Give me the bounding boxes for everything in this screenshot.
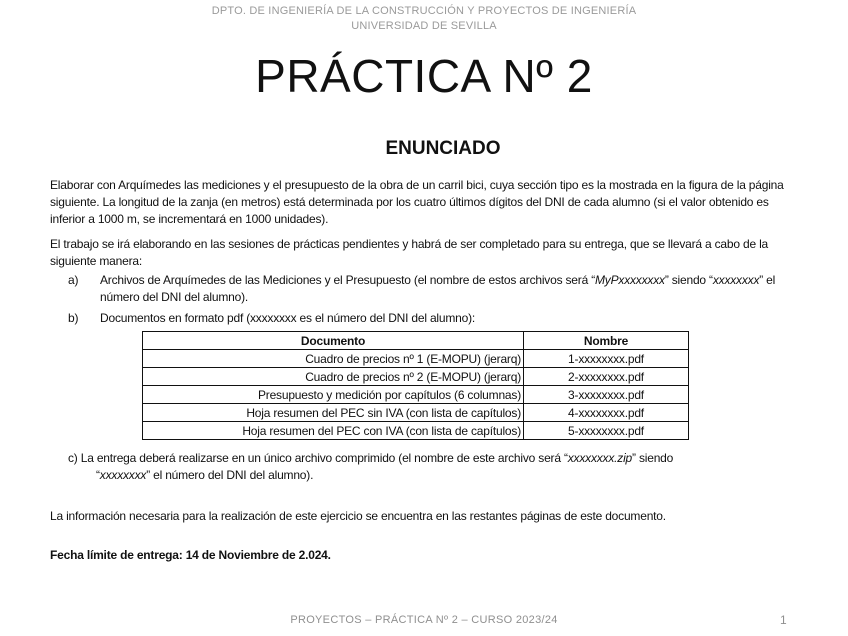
text-fragment: ” siendo “ — [664, 273, 713, 287]
filename-cell: 2-xxxxxxxx.pdf — [524, 368, 689, 386]
list-marker: b) — [68, 311, 79, 325]
table-header-row — [143, 332, 689, 350]
list-marker: a) — [68, 273, 79, 287]
document-cell: Cuadro de precios nº 2 (E-MOPU) (jerarq) — [143, 368, 524, 386]
page-number: 1 — [780, 613, 787, 627]
list-item-text — [100, 272, 800, 306]
delivery-paragraph: El trabajo se irá elaborando en las sesiones de prácticas pendientes y habrá de ser completado para su entrega, que se llevará a cabo de la siguiente manera: — [50, 237, 769, 268]
list-item-text: Documentos en formato pdf (xxxxxxxx es el número del DNI del alumno): — [100, 311, 476, 325]
zip-filename-pattern: xxxxxxxx.zip — [567, 451, 633, 465]
header-university: UNIVERSIDAD DE SEVILLA — [351, 20, 497, 32]
page-title: PRÁCTICA Nº 2 — [255, 50, 593, 102]
text-fragment: “ — [96, 468, 100, 482]
list-item-continuation — [68, 467, 768, 484]
text-fragment: ” siendo — [632, 451, 674, 465]
filename-cell: 4-xxxxxxxx.pdf — [524, 404, 689, 422]
section-heading: ENUNCIADO — [385, 138, 501, 159]
list-marker: c) — [68, 451, 78, 465]
intro-paragraph: Elaborar con Arquímedes las mediciones y el presupuesto de la obra de un carril bici, cuya sección tipo es la mostrada en la figura de la página siguiente. La longitud de la zanja (en metros) está determinada por los cuatro últimos dígitos del DNI de cada alumno (si el valor obtenido es inferior a 1000 m, se incrementará en 1000 unidades). — [50, 178, 784, 226]
filename-pattern: MyPxxxxxxxx — [595, 273, 665, 287]
text-fragment: La entrega deberá realizarse en un único archivo comprimido (el nombre de este archivo será “ — [80, 451, 568, 465]
table-row — [143, 404, 689, 422]
table-row — [143, 350, 689, 368]
dni-placeholder: xxxxxxxx — [99, 468, 147, 482]
table-row — [143, 422, 689, 440]
text-fragment: ” el número del DNI del alumno). — [146, 468, 314, 482]
table-row — [143, 368, 689, 386]
deadline-text: Fecha límite de entrega: 14 de Noviembre de 2.024. — [50, 548, 331, 562]
text-fragment: ” el número del DNI del alumno). — [100, 273, 776, 304]
document-cell: Presupuesto y medición por capítulos (6 columnas) — [143, 386, 524, 404]
list-item-c — [68, 450, 768, 484]
filename-cell: 3-xxxxxxxx.pdf — [524, 386, 689, 404]
documents-table — [142, 331, 689, 440]
text-fragment: Archivos de Arquímedes de las Mediciones y el Presupuesto (el nombre de estos archivos será “ — [100, 273, 595, 287]
document-cell: Hoja resumen del PEC con IVA (con lista de capítulos) — [143, 422, 524, 440]
dni-placeholder: xxxxxxxx — [712, 273, 760, 287]
column-header-document: Documento — [143, 332, 524, 350]
table-row — [143, 386, 689, 404]
filename-cell: 1-xxxxxxxx.pdf — [524, 350, 689, 368]
header-department: DPTO. DE INGENIERÍA DE LA CONSTRUCCIÓN Y PROYECTOS DE INGENIERÍA — [211, 5, 637, 17]
column-header-name: Nombre — [524, 332, 689, 350]
page-header — [0, 4, 848, 34]
page-footer: PROYECTOS – PRÁCTICA Nº 2 – CURSO 2023/24 — [290, 614, 558, 626]
info-paragraph: La información necesaria para la realización de este ejercicio se encuentra en las restantes páginas de este documento. — [50, 509, 666, 523]
filename-cell: 5-xxxxxxxx.pdf — [524, 422, 689, 440]
document-cell: Cuadro de precios nº 1 (E-MOPU) (jerarq) — [143, 350, 524, 368]
document-cell: Hoja resumen del PEC sin IVA (con lista de capítulos) — [143, 404, 524, 422]
